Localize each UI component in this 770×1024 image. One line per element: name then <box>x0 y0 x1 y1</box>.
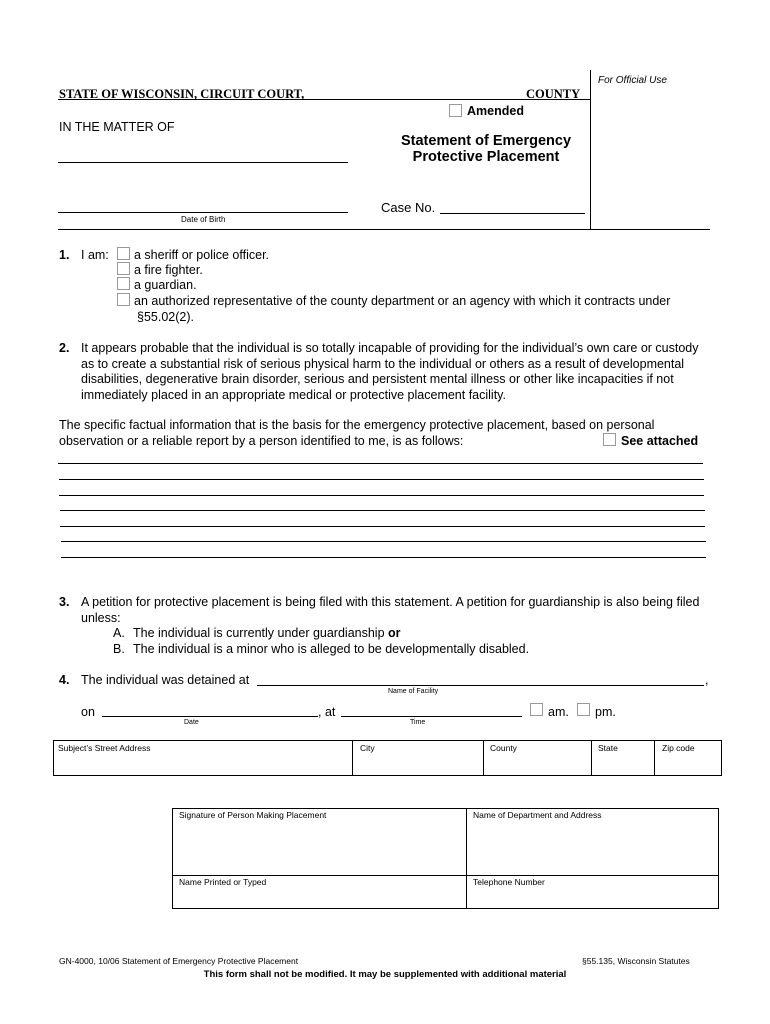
county-label: County <box>490 743 517 753</box>
state-label: State <box>598 743 618 753</box>
facts-line-field[interactable] <box>61 541 706 542</box>
section2-line: disabilities, degenerative brain disorder, serious and persistent mental illness or other like incapacities if not <box>81 372 674 386</box>
on-label: on <box>81 705 95 719</box>
facts-line-field[interactable] <box>59 495 704 496</box>
section3-number: 3. <box>59 595 70 609</box>
section2-number: 2. <box>59 341 70 355</box>
section3-option-a <box>133 626 401 640</box>
facts-line-field[interactable] <box>59 479 704 480</box>
footer-notice: This form shall not be modified. It may be supplemented with additional material <box>203 969 567 980</box>
date-caption: Date <box>184 719 199 726</box>
pm-label: pm. <box>595 705 616 719</box>
section3-option-b-label: B. <box>113 642 125 656</box>
pm-checkbox[interactable] <box>577 703 590 716</box>
facts-line-field[interactable] <box>58 463 703 464</box>
facts-line-field[interactable] <box>60 510 705 511</box>
signature-label: Signature of Person Making Placement <box>179 810 327 820</box>
section4-text: The individual was detained at <box>81 673 250 687</box>
county-rep-checkbox[interactable] <box>117 293 130 306</box>
facts-line-field[interactable] <box>60 526 705 527</box>
section4-number: 4. <box>59 673 70 687</box>
amended-label: Amended <box>467 104 524 118</box>
section2-text <box>81 341 699 403</box>
option-a-text: The individual is currently under guardianship <box>133 626 385 640</box>
case-no-label: Case No. <box>381 200 436 215</box>
fire-fighter-label: a fire fighter. <box>134 263 203 277</box>
city-label: City <box>360 743 375 753</box>
section2-line: as to create a substantial risk of serious physical harm to the individual or others as a result of developmental <box>81 356 685 371</box>
at-label: , at <box>318 705 336 719</box>
footer-form-id: GN-4000, 10/06 Statement of Emergency Protective Placement <box>59 956 299 966</box>
dob-label: Date of Birth <box>181 215 226 224</box>
county-rep-statute: §55.02(2). <box>137 310 194 324</box>
sheriff-checkbox[interactable] <box>117 247 130 260</box>
guardian-label: a guardian. <box>134 278 197 292</box>
court-heading: STATE OF WISCONSIN, CIRCUIT COURT, <box>59 87 305 101</box>
see-attached-checkbox[interactable] <box>603 433 616 446</box>
footer-statute: §55.135, Wisconsin Statutes <box>582 956 690 966</box>
official-use-label: For Official Use <box>598 75 667 86</box>
amended-checkbox[interactable] <box>449 104 462 117</box>
matter-name-field[interactable] <box>58 162 348 163</box>
county-heading: COUNTY <box>526 87 581 101</box>
facts-line1: The specific factual information that is the basis for the emergency protective placement, based on personal <box>59 418 655 432</box>
section3-text <box>81 595 699 626</box>
section2-line: immediately placed in an appropriate medical or protective placement facility. <box>81 387 506 402</box>
facts-line-field[interactable] <box>61 557 706 558</box>
section2-line: It appears probable that the individual is so totally incapable of providing for the individual’s own care or custody <box>81 341 699 355</box>
form-title <box>380 133 592 165</box>
time-caption: Time <box>410 719 426 726</box>
am-checkbox[interactable] <box>530 703 543 716</box>
court-line <box>58 99 590 100</box>
see-attached-label: See attached <box>621 434 699 448</box>
department-label: Name of Department and Address <box>473 810 602 820</box>
header-bottom-rule <box>58 229 710 230</box>
section3-option-b: The individual is a minor who is alleged to be developmentally disabled. <box>133 642 530 656</box>
telephone-label: Telephone Number <box>473 877 545 887</box>
am-label: am. <box>548 705 569 719</box>
county-rep-label: an authorized representative of the county department or an agency with which it contracts under <box>134 294 671 308</box>
zip-label: Zip code <box>662 743 695 753</box>
facts-intro <box>59 418 654 449</box>
section3-line1: A petition for protective placement is being filed with this statement. A petition for guardianship is also being filed <box>81 595 700 609</box>
facility-field[interactable] <box>257 685 704 686</box>
dob-field[interactable] <box>58 212 348 213</box>
name-printed-label: Name Printed or Typed <box>179 877 267 887</box>
guardian-checkbox[interactable] <box>117 277 130 290</box>
form-title-line2: Protective Placement <box>412 149 560 165</box>
option-a-or: or <box>388 626 401 640</box>
facility-comma: , <box>705 673 709 687</box>
facts-line2: observation or a reliable report by a person identified to me, is as follows: <box>59 433 464 448</box>
street-address-label: Subject’s Street Address <box>58 743 151 753</box>
section3-option-a-label: A. <box>113 626 125 640</box>
facility-caption: Name of Facility <box>388 688 439 695</box>
sheriff-label: a sheriff or police officer. <box>134 248 270 262</box>
section1-lead: I am: <box>81 248 109 262</box>
in-the-matter-label: IN THE MATTER OF <box>59 120 175 134</box>
section1-number: 1. <box>59 248 70 262</box>
time-field[interactable] <box>341 716 522 717</box>
section3-line2: unless: <box>81 610 121 625</box>
date-field[interactable] <box>102 716 318 717</box>
fire-fighter-checkbox[interactable] <box>117 262 130 275</box>
form-title-line1: Statement of Emergency <box>400 133 572 149</box>
case-no-field[interactable] <box>440 213 585 214</box>
